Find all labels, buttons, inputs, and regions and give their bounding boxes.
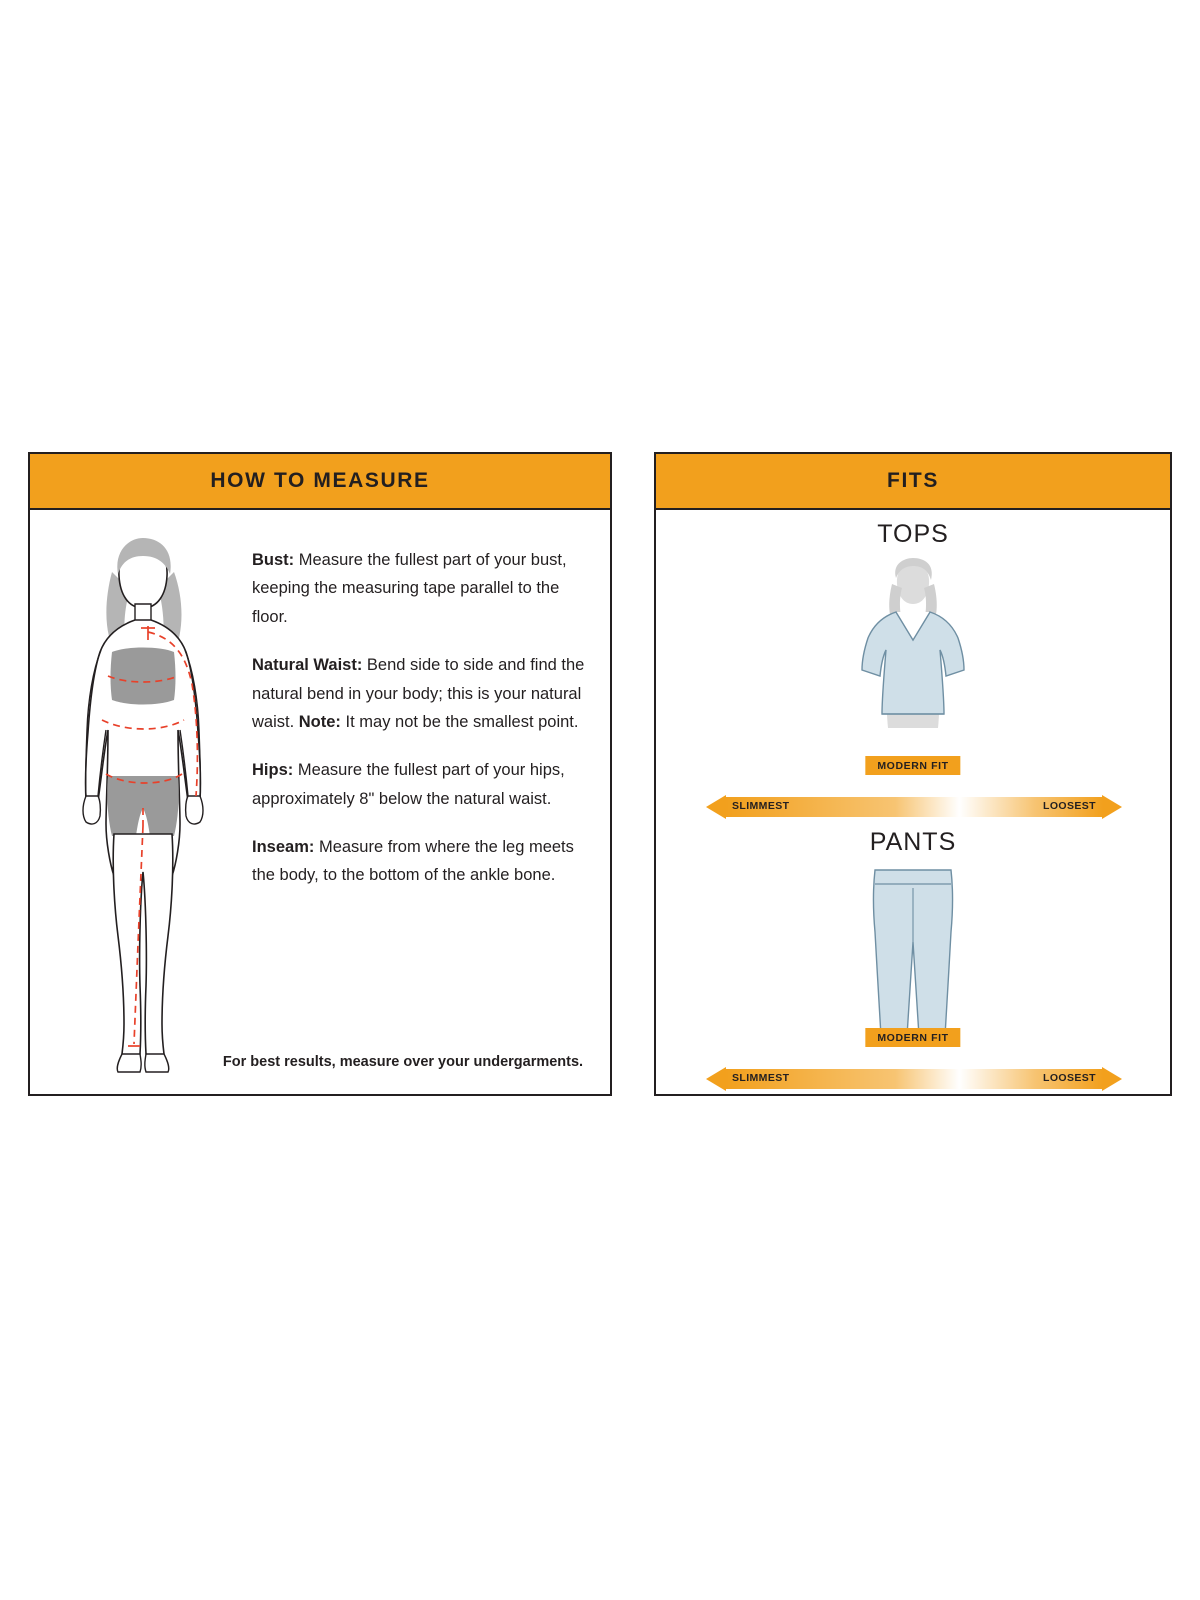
instruction-hips [252,756,590,813]
measure-footnote: For best results, measure over your undergarments. [222,1054,584,1070]
tops-fit-scale [706,792,1122,822]
pants-section-title: PANTS [869,828,957,856]
tops-scale-label-loosest: LOOSEST [1043,800,1096,812]
how-to-measure-body [30,510,610,1094]
female-body-measurement-illustration [44,524,254,1084]
how-to-measure-panel [28,452,612,1096]
instruction-waist-note-term: Note: [298,712,341,731]
pants-scale-label-slimmest: SLIMMEST [732,1072,790,1084]
instruction-bust-text: Measure the fullest part of your bust, keeping the measuring tape parallel to the floor. [252,551,567,626]
pants-fit-scale [706,1064,1122,1094]
instruction-inseam [252,833,590,890]
tops-garment-illustration [656,558,1170,753]
instruction-inseam-text: Measure from where the leg meets the body, to the bottom of the ankle bone. [252,838,574,885]
instruction-bust [252,546,590,631]
pants-garment-illustration [656,866,1170,1041]
instruction-waist-term: Natural Waist: [252,656,363,675]
how-to-measure-header: HOW TO MEASURE [30,454,610,510]
instruction-bust-term: Bust: [252,551,295,569]
instruction-waist-text: Bend side to side and find the natural bend in your body; this is your natural waist. [252,656,585,731]
instruction-natural-waist [252,651,590,736]
instruction-inseam-term: Inseam: [252,838,315,856]
measurement-instructions [252,546,590,910]
fits-header: FITS [656,454,1170,510]
pants-scale-label-loosest: LOOSEST [1043,1072,1096,1084]
tops-fit-badge: MODERN FIT [865,756,960,775]
pants-fit-badge: MODERN FIT [865,1028,960,1047]
tops-section-title: TOPS [877,520,949,548]
fits-panel [654,452,1172,1096]
instruction-waist-note-text: It may not be the smallest point. [340,712,579,731]
instruction-hips-term: Hips: [252,761,294,780]
instruction-hips-text: Measure the fullest part of your hips, approximately 8" below the natural waist. [252,761,565,808]
fits-body [656,510,1170,1094]
tops-scale-label-slimmest: SLIMMEST [732,800,790,812]
